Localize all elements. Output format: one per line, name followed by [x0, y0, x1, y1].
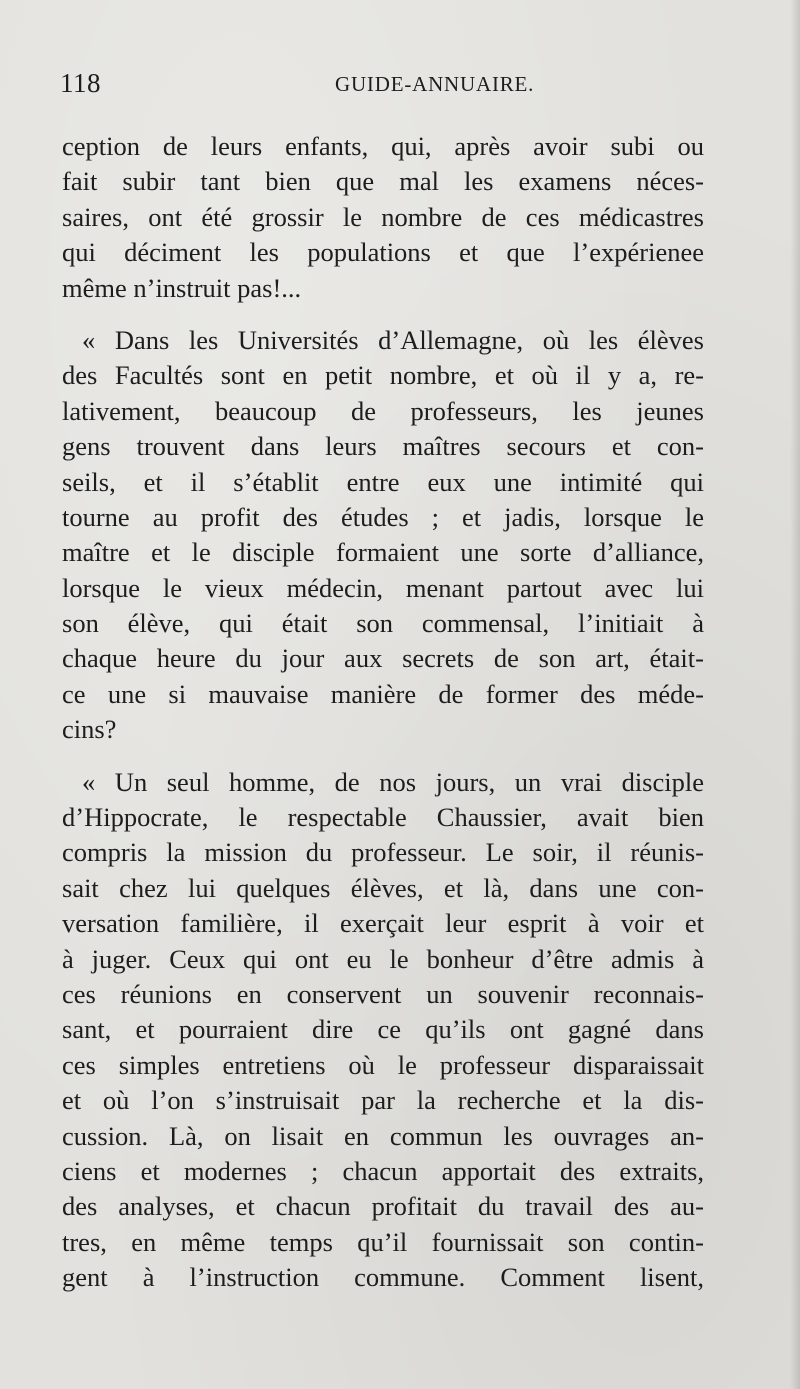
- text-line: d’Hippocrate, le respectable Chaussier, avait bien: [62, 802, 704, 833]
- text-line: ces réunions en conservent un souvenir reconnais-: [62, 978, 704, 1009]
- text-line: son élève, qui était son commensal, l’initiait à: [62, 608, 704, 639]
- text-line: qui déciment les populations et que l’expérienee: [62, 237, 704, 268]
- text-line: saires, ont été grossir le nombre de ces médicastres: [62, 201, 704, 232]
- text-line: versation familière, il exerçait leur esprit à voir et: [62, 908, 704, 939]
- text-line: tres, en même temps qu’il fournissait son contin-: [62, 1226, 704, 1257]
- text-line: maître et le disciple formaient une sorte d’alliance,: [62, 537, 704, 568]
- text-line: sait chez lui quelques élèves, et là, dans une con-: [62, 872, 704, 903]
- text-line: fait subir tant bien que mal les examens néces-: [62, 166, 704, 197]
- paragraph-1: [62, 129, 704, 306]
- page-header: [60, 68, 700, 102]
- text-line: seils, et il s’établit entre eux une intimité qui: [62, 466, 704, 497]
- body-text: [62, 129, 704, 1296]
- text-line: lativement, beaucoup de professeurs, les jeunes: [62, 395, 704, 426]
- text-line: ciens et modernes ; chacun apportait des extraits,: [62, 1155, 704, 1186]
- text-line: gent à l’instruction commune. Comment lisent,: [62, 1262, 704, 1293]
- text-line: et où l’on s’instruisait par la recherche et la dis-: [62, 1085, 704, 1116]
- paragraph-3: [62, 765, 704, 1296]
- text-line: des analyses, et chacun profitait du travail des au-: [62, 1191, 704, 1222]
- paragraph-2: [62, 323, 704, 748]
- text-line: gens trouvent dans leurs maîtres secours et con-: [62, 431, 704, 462]
- text-line: à juger. Ceux qui ont eu le bonheur d’être admis à: [62, 943, 704, 974]
- text-line: « Un seul homme, de nos jours, un vrai disciple: [82, 766, 704, 797]
- text-line: cins?: [62, 714, 117, 745]
- page-edge-shadow: [790, 0, 800, 1389]
- text-line: ce une si mauvaise manière de former des méde-: [62, 678, 704, 709]
- text-line: compris la mission du professeur. Le soir, il réunis-: [62, 837, 704, 868]
- text-line: des Facultés sont en petit nombre, et où il y a, re-: [62, 360, 704, 391]
- text-line: chaque heure du jour aux secrets de son art, était-: [62, 643, 704, 674]
- text-line: même n’instruit pas!...: [62, 272, 302, 303]
- text-line: lorsque le vieux médecin, menant partout avec lui: [62, 572, 704, 603]
- text-line: ces simples entretiens où le professeur disparaissait: [62, 1049, 704, 1080]
- text-line: sant, et pourraient dire ce qu’ils ont gagné dans: [62, 1014, 704, 1045]
- text-line: « Dans les Universités d’Allemagne, où les élèves: [82, 324, 704, 355]
- text-line: ception de leurs enfants, qui, après avoir subi ou: [62, 131, 704, 161]
- page-number: 118: [60, 68, 101, 98]
- running-title: GUIDE-ANNUAIRE.: [335, 72, 535, 96]
- text-line: tourne au profit des études ; et jadis, lorsque le: [62, 501, 704, 532]
- text-line: cussion. Là, on lisait en commun les ouvrages an-: [62, 1120, 704, 1151]
